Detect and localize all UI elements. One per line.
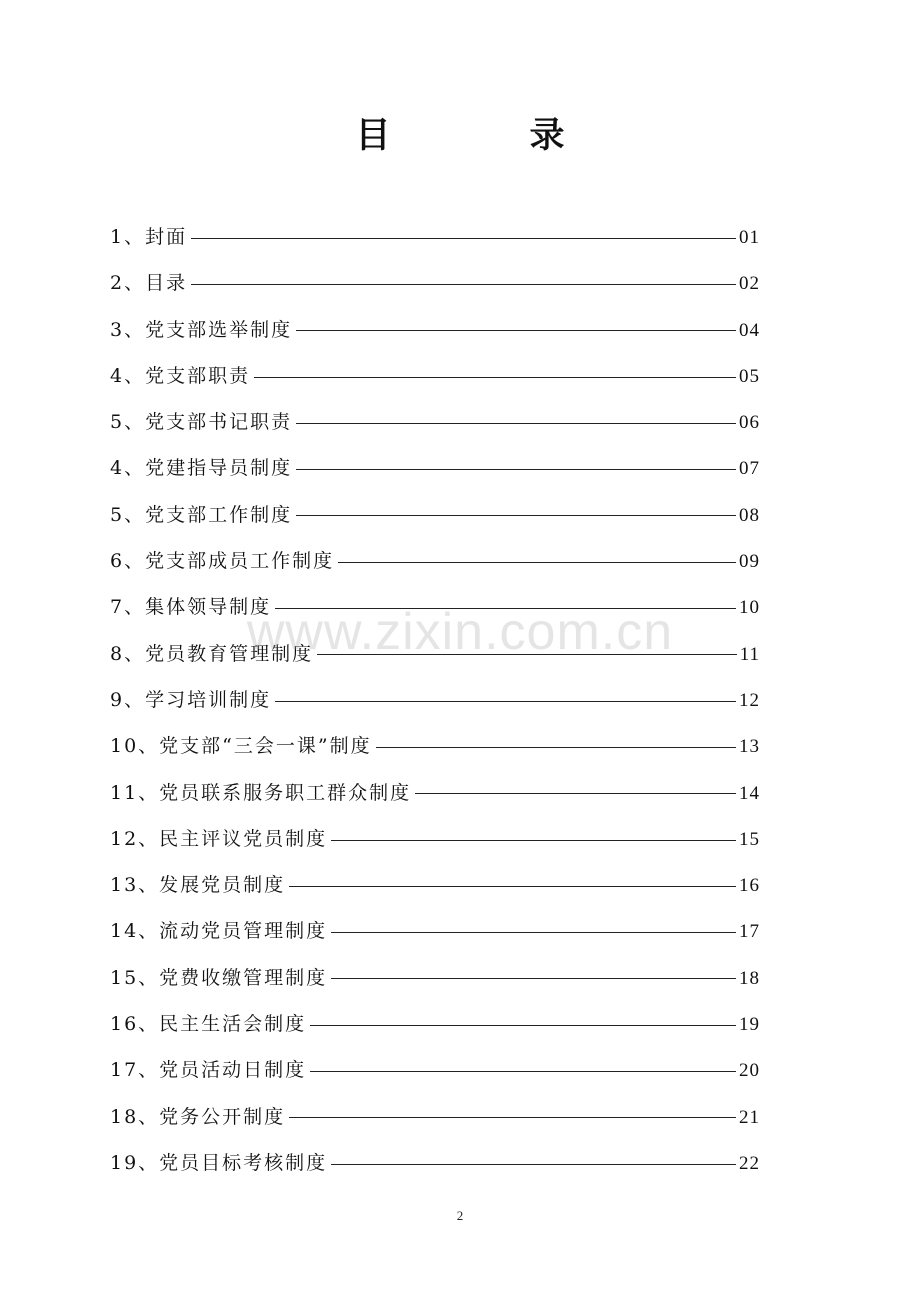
toc-entry-label: 13、发展党员制度 <box>110 874 286 897</box>
toc-entry-page-number: 12 <box>739 689 760 711</box>
toc-entry-label: 2、目录 <box>110 272 188 295</box>
toc-entry-label: 4、党支部职责 <box>110 364 251 387</box>
toc-entry-page-number: 09 <box>739 551 760 573</box>
toc-entry[interactable] <box>110 908 760 954</box>
toc-entry-page-number: 10 <box>739 597 760 619</box>
toc-entry[interactable] <box>110 816 760 862</box>
toc-leader-line <box>331 978 736 979</box>
toc-entry-label: 6、党支部成员工作制度 <box>110 550 335 573</box>
toc-entry-label: 1、封面 <box>110 226 188 248</box>
toc-entry-page-number: 13 <box>739 736 760 758</box>
toc-entry[interactable] <box>110 307 760 353</box>
toc-leader-line <box>296 423 736 424</box>
toc-entry-label: 8、党员教育管理制度 <box>110 642 314 665</box>
toc-entry-label: 5、党支部工作制度 <box>110 503 293 526</box>
toc-entry-page-number: 19 <box>739 1014 760 1036</box>
toc-leader-line <box>296 515 736 516</box>
watermark: www.zixin.com.cn <box>246 603 674 661</box>
toc-leader-line <box>415 793 736 794</box>
toc-entry-label: 11、党员联系服务职工群众制度 <box>110 781 412 804</box>
toc-entry-label: 3、党支部选举制度 <box>110 318 293 341</box>
toc-leader-line <box>331 840 736 841</box>
toc-entry-page-number: 18 <box>739 967 760 989</box>
toc-entry-page-number: 17 <box>739 921 760 943</box>
toc-leader-line <box>338 562 736 563</box>
page-number: 2 <box>456 1208 464 1223</box>
toc-entry[interactable] <box>110 1094 760 1140</box>
page-title: 目 录 <box>355 116 617 156</box>
toc-entry[interactable] <box>110 1001 760 1047</box>
toc-leader-line <box>310 1071 736 1072</box>
toc-entry-page-number: 14 <box>739 782 760 804</box>
toc-leader-line <box>296 330 736 331</box>
toc-entry[interactable] <box>110 260 760 306</box>
toc-leader-line <box>289 886 736 887</box>
toc-entry-label: 19、党员目标考核制度 <box>110 1151 328 1174</box>
toc-entry-label: 18、党务公开制度 <box>110 1105 286 1128</box>
toc-entry-label: 15、党费收缴管理制度 <box>110 966 328 989</box>
toc-entry[interactable] <box>110 492 760 538</box>
toc-entry-page-number: 06 <box>739 412 760 434</box>
table-of-contents <box>110 214 760 1186</box>
toc-entry-page-number: 16 <box>739 875 760 897</box>
toc-entry-label: 17、党员活动日制度 <box>110 1059 307 1082</box>
toc-entry-page-number: 20 <box>739 1060 760 1082</box>
toc-entry-page-number: 04 <box>739 319 760 341</box>
toc-entry-label: 4、党建指导员制度 <box>110 457 293 480</box>
toc-entry-page-number: 21 <box>739 1106 760 1128</box>
toc-entry-page-number: 07 <box>739 458 760 480</box>
toc-leader-line <box>289 1117 736 1118</box>
toc-entry[interactable] <box>110 862 760 908</box>
toc-entry-page-number: 02 <box>739 273 760 295</box>
toc-entry-page-number: 22 <box>739 1152 760 1174</box>
toc-entry-label: 14、流动党员管理制度 <box>110 920 328 943</box>
toc-entry[interactable] <box>110 445 760 491</box>
toc-entry[interactable] <box>110 399 760 445</box>
toc-entry[interactable] <box>110 1140 760 1186</box>
toc-entry[interactable] <box>110 214 760 260</box>
toc-leader-line <box>331 932 736 933</box>
toc-leader-line <box>275 608 736 609</box>
toc-entry[interactable] <box>110 631 760 677</box>
toc-entry-label: 16、民主生活会制度 <box>110 1013 307 1036</box>
toc-entry-label: 10、党支部“三会一课”制度 <box>110 735 372 758</box>
toc-entry-label: 5、党支部书记职责 <box>110 411 293 434</box>
toc-entry-page-number: 11 <box>739 643 760 665</box>
toc-leader-line <box>376 747 736 748</box>
toc-entry[interactable] <box>110 955 760 1001</box>
toc-entry[interactable] <box>110 584 760 630</box>
toc-leader-line <box>254 377 736 378</box>
toc-entry[interactable] <box>110 1047 760 1093</box>
toc-leader-line <box>331 1164 736 1165</box>
toc-entry-page-number: 05 <box>739 365 760 387</box>
toc-entry[interactable] <box>110 723 760 769</box>
toc-entry-page-number: 08 <box>739 504 760 526</box>
toc-entry-label: 12、民主评议党员制度 <box>110 827 328 850</box>
toc-leader-line <box>191 284 736 285</box>
toc-leader-line <box>296 469 736 470</box>
toc-entry[interactable] <box>110 677 760 723</box>
toc-entry-label: 9、学习培训制度 <box>110 688 272 711</box>
toc-leader-line <box>275 701 736 702</box>
toc-entry[interactable] <box>110 353 760 399</box>
toc-entry[interactable] <box>110 770 760 816</box>
toc-entry[interactable] <box>110 538 760 584</box>
toc-entry-page-number: 01 <box>739 227 760 248</box>
toc-leader-line <box>317 654 737 655</box>
toc-entry-label: 7、集体领导制度 <box>110 596 272 619</box>
toc-leader-line <box>310 1025 736 1026</box>
toc-leader-line <box>191 238 736 239</box>
toc-entry-page-number: 15 <box>739 828 760 850</box>
